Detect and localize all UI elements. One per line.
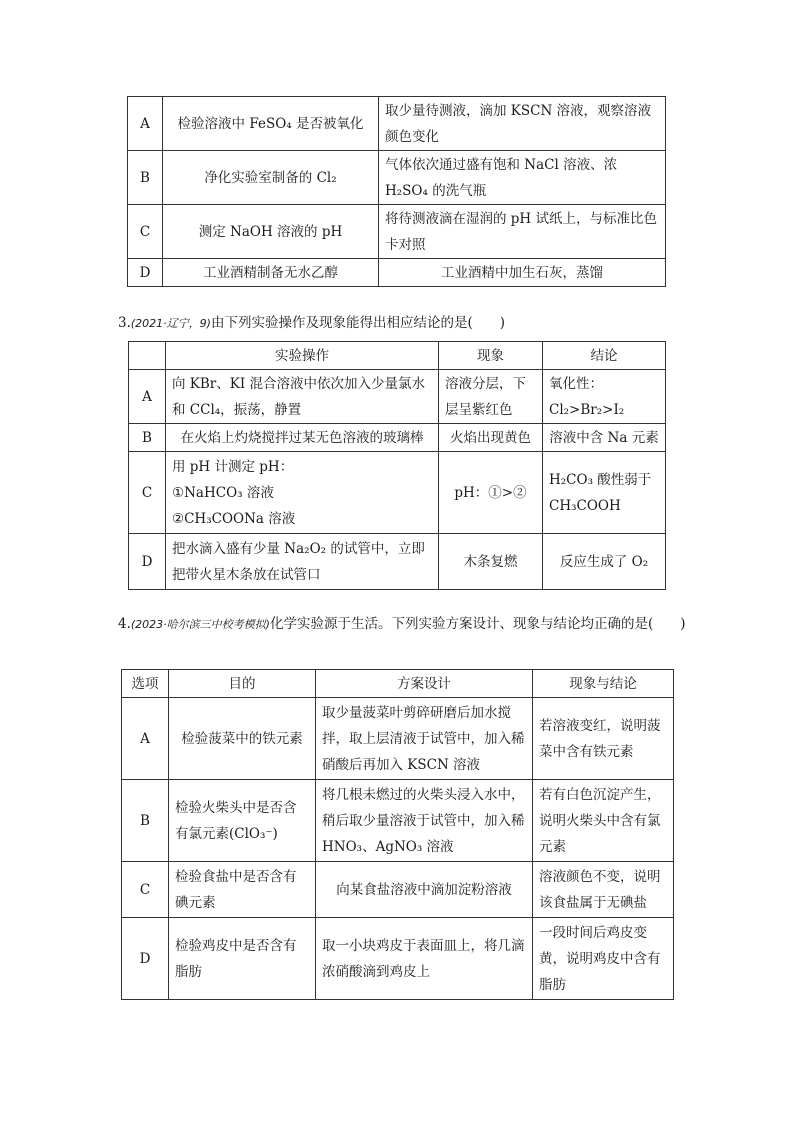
table-row [122, 862, 674, 918]
table-row [128, 151, 666, 205]
column-header: 选项 [122, 670, 169, 698]
method-cell: 气体依次通过盛有饱和 NaCl 溶液、浓 H₂SO₄ 的洗气瓶 [379, 151, 666, 205]
question-number: 3. [118, 315, 131, 331]
table-row [129, 424, 666, 452]
table-row [129, 370, 666, 424]
question-text: 由下列实验操作及现象能得出相应结论的是( ) [210, 315, 506, 331]
purpose-cell: 测定 NaOH 溶液的 pH [163, 205, 379, 259]
phenomenon-cell: 木条复燃 [439, 534, 543, 590]
question-text: 化学实验源于生活。下列实验方案设计、现象与结论均正确的是( ) [269, 616, 686, 632]
conclusion-cell: 氧化性： Cl₂>Br₂>I₂ [543, 370, 666, 424]
question-source: (2023·哈尔滨三中校考模拟) [130, 618, 270, 631]
conclusion-cell: 反应生成了 O₂ [543, 534, 666, 590]
option-label: A [129, 370, 166, 424]
column-header: 目的 [169, 670, 316, 698]
phenomenon-cell: pH：①>② [439, 452, 543, 534]
question-3-stem [118, 310, 505, 337]
column-header: 现象与结论 [533, 670, 674, 698]
design-cell: 取少量菠菜叶剪碎研磨后加水搅拌，取上层清液于试管中，加入稀硝酸后再加入 KSCN 溶液 [316, 698, 533, 780]
table-row [128, 259, 666, 287]
question-source: (2021·辽宁，9) [130, 317, 211, 330]
table-header-row [122, 670, 674, 698]
result-cell: 若溶液变红，说明菠菜中含有铁元素 [533, 698, 674, 780]
question-4-stem [118, 611, 688, 638]
purpose-cell: 净化实验室制备的 Cl₂ [163, 151, 379, 205]
purpose-cell: 检验鸡皮中是否含有脂肪 [169, 918, 316, 1000]
column-header: 现象 [439, 342, 543, 370]
purpose-cell: 检验食盐中是否含有碘元素 [169, 862, 316, 918]
table-row [122, 780, 674, 862]
result-cell: 溶液颜色不变，说明该食盐属于无碘盐 [533, 862, 674, 918]
purpose-cell: 检验溶液中 FeSO₄ 是否被氧化 [163, 97, 379, 151]
design-cell: 向某食盐溶液中滴加淀粉溶液 [316, 862, 533, 918]
result-cell: 若有白色沉淀产生，说明火柴头中含有氯元素 [533, 780, 674, 862]
conclusion-cell: 溶液中含 Na 元素 [543, 424, 666, 452]
method-cell: 取少量待测液，滴加 KSCN 溶液，观察溶液颜色变化 [379, 97, 666, 151]
table-row [129, 452, 666, 534]
options-table-q3 [128, 341, 666, 590]
option-label: C [129, 452, 166, 534]
option-label: B [129, 424, 166, 452]
method-cell: 工业酒精中加生石灰，蒸馏 [379, 259, 666, 287]
table-row [122, 698, 674, 780]
design-cell: 将几根未燃过的火柴头浸入水中，稍后取少量溶液于试管中，加入稀 HNO₃、AgNO₃ 溶液 [316, 780, 533, 862]
option-label: C [122, 862, 169, 918]
result-cell: 一段时间后鸡皮变黄，说明鸡皮中含有脂肪 [533, 918, 674, 1000]
option-label: A [128, 97, 163, 151]
table-row [128, 205, 666, 259]
method-cell: 将待测液滴在湿润的 pH 试纸上，与标准比色卡对照 [379, 205, 666, 259]
operation-cell: 把水滴入盛有少量 Na₂O₂ 的试管中，立即把带火星木条放在试管口 [166, 534, 439, 590]
column-header: 方案设计 [316, 670, 533, 698]
option-label: D [128, 259, 163, 287]
option-label: C [128, 205, 163, 259]
table-row [122, 918, 674, 1000]
option-label: B [128, 151, 163, 205]
purpose-cell: 工业酒精制备无水乙醇 [163, 259, 379, 287]
table-row [128, 97, 666, 151]
question-number: 4. [118, 616, 131, 632]
conclusion-cell: H₂CO₃ 酸性弱于 CH₃COOH [543, 452, 666, 534]
option-label: D [122, 918, 169, 1000]
column-header: 实验操作 [166, 342, 439, 370]
table-row [129, 534, 666, 590]
options-table-q2 [127, 96, 666, 287]
purpose-cell: 检验菠菜中的铁元素 [169, 698, 316, 780]
operation-cell: 在火焰上灼烧搅拌过某无色溶液的玻璃棒 [166, 424, 439, 452]
option-label: B [122, 780, 169, 862]
table-header-row [129, 342, 666, 370]
phenomenon-cell: 溶液分层，下层呈紫红色 [439, 370, 543, 424]
option-label: A [122, 698, 169, 780]
options-table-q4 [121, 669, 674, 1000]
purpose-cell: 检验火柴头中是否含有氯元素(ClO₃⁻) [169, 780, 316, 862]
option-label: D [129, 534, 166, 590]
phenomenon-cell: 火焰出现黄色 [439, 424, 543, 452]
operation-cell: 向 KBr、KI 混合溶液中依次加入少量氯水和 CCl₄，振荡，静置 [166, 370, 439, 424]
column-header: 结论 [543, 342, 666, 370]
design-cell: 取一小块鸡皮于表面皿上，将几滴浓硝酸滴到鸡皮上 [316, 918, 533, 1000]
operation-cell: 用 pH 计测定 pH： ①NaHCO₃ 溶液 ②CH₃COONa 溶液 [166, 452, 439, 534]
